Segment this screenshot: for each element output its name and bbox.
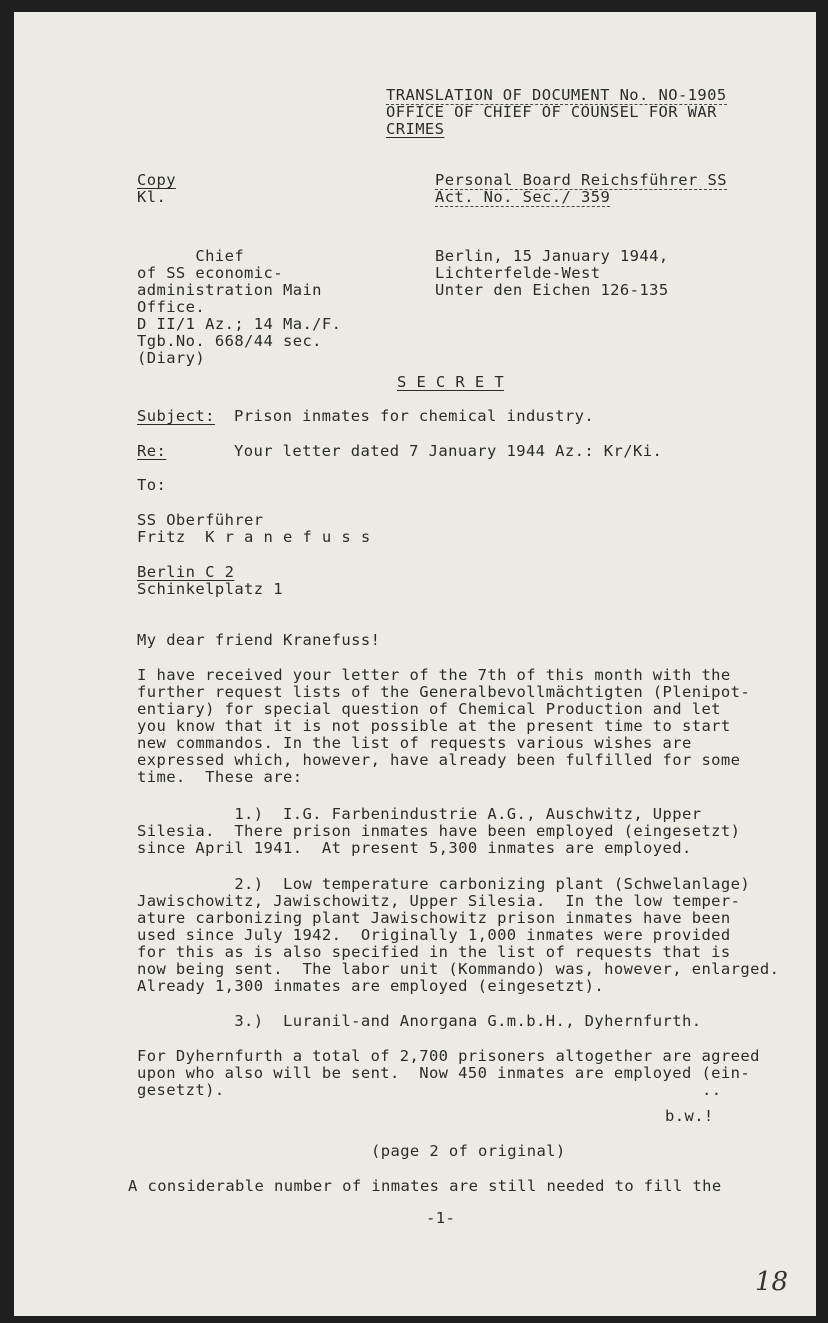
- personal-board-line: Personal Board Reichsführer SS: [435, 171, 727, 189]
- page-note: (page 2 of original): [371, 1142, 566, 1160]
- address-line: Lichterfelde-West: [435, 264, 601, 282]
- sender-line: Office.: [137, 298, 206, 316]
- copy-label: Copy: [137, 171, 176, 189]
- paragraph-line: Silesia. There prison inmates have been employed (eingesetzt): [137, 822, 741, 840]
- paragraph-line: Jawischowitz, Jawischowitz, Upper Silesia. In the low temper-: [137, 892, 741, 910]
- recipient-city: Berlin C 2: [137, 563, 235, 581]
- paragraph-line: For Dyhernfurth a total of 2,700 prisoners altogether are agreed: [137, 1047, 760, 1065]
- page-number: -1-: [426, 1209, 456, 1227]
- re-text: Your letter dated 7 January 1944 Az.: Kr/Ki.: [234, 442, 663, 460]
- address-line: Berlin, 15 January 1944,: [435, 247, 669, 265]
- sender-line: D II/1 Az.; 14 Ma./F.: [137, 315, 342, 333]
- paragraph-line: new commandos. In the list of requests various wishes are: [137, 734, 692, 752]
- recipient-line: SS Oberführer: [137, 511, 264, 529]
- to-label: To:: [137, 476, 167, 494]
- paragraph-line: since April 1941. At present 5,300 inmates are employed.: [137, 839, 692, 857]
- paragraph-line: Already 1,300 inmates are employed (eingesetzt).: [137, 977, 605, 995]
- address-line: Unter den Eichen 126-135: [435, 281, 669, 299]
- paragraph-line: upon who also will be sent. Now 450 inmates are employed (ein-: [137, 1064, 751, 1082]
- act-number: Act. No. Sec./ 359: [435, 188, 611, 206]
- continuation-dots: ..: [702, 1081, 722, 1099]
- classification-secret: S E C R E T: [397, 373, 505, 391]
- bw-note: b.w.!: [665, 1107, 714, 1125]
- subject-text: Prison inmates for chemical industry.: [234, 407, 595, 425]
- paragraph-line: I have received your letter of the 7th of this month with the: [137, 666, 731, 684]
- handwritten-page-number: 18: [755, 1267, 789, 1297]
- paragraph-line: gesetzt).: [137, 1081, 225, 1099]
- subject-label: Subject:: [137, 407, 215, 425]
- sender-line: (Diary): [137, 349, 206, 367]
- translation-title-line3: CRIMES: [386, 120, 445, 138]
- closing-line: A considerable number of inmates are still needed to fill the: [128, 1177, 722, 1195]
- recipient-line: Fritz K r a n e f u s s: [137, 528, 371, 546]
- translation-title-line2: OFFICE OF CHIEF OF COUNSEL FOR WAR: [386, 103, 717, 121]
- paragraph-line: now being sent. The labor unit (Kommando) was, however, enlarged.: [137, 960, 780, 978]
- translation-title-line1: TRANSLATION OF DOCUMENT No. NO-1905: [386, 86, 727, 104]
- sender-line: of SS economic-: [137, 264, 283, 282]
- paragraph-line: you know that it is not possible at the present time to start: [137, 717, 731, 735]
- paragraph-line: time. These are:: [137, 768, 303, 786]
- re-label: Re:: [137, 442, 167, 460]
- paragraph-line: 2.) Low temperature carbonizing plant (Schwelanlage): [137, 875, 751, 893]
- paragraph-line: entiary) for special question of Chemical Production and let: [137, 700, 721, 718]
- sender-line: Chief: [137, 247, 245, 265]
- paragraph-line: 1.) I.G. Farbenindustrie A.G., Auschwitz, Upper: [137, 805, 702, 823]
- paragraph-line: for this as is also specified in the list of requests that is: [137, 943, 731, 961]
- list-item-3: 3.) Luranil-and Anorgana G.m.b.H., Dyhernfurth.: [137, 1012, 702, 1030]
- paragraph-line: further request lists of the Generalbevollmächtigten (Plenipot-: [137, 683, 751, 701]
- kl-label: Kl.: [137, 188, 167, 206]
- salutation: My dear friend Kranefuss!: [137, 631, 381, 649]
- paragraph-line: used since July 1942. Originally 1,000 inmates were provided: [137, 926, 731, 944]
- sender-line: administration Main: [137, 281, 322, 299]
- paragraph-line: expressed which, however, have already been fulfilled for some: [137, 751, 741, 769]
- paragraph-line: ature carbonizing plant Jawischowitz prison inmates have been: [137, 909, 731, 927]
- document-page: [14, 12, 816, 1316]
- sender-line: Tgb.No. 668/44 sec.: [137, 332, 322, 350]
- recipient-street: Schinkelplatz 1: [137, 580, 283, 598]
